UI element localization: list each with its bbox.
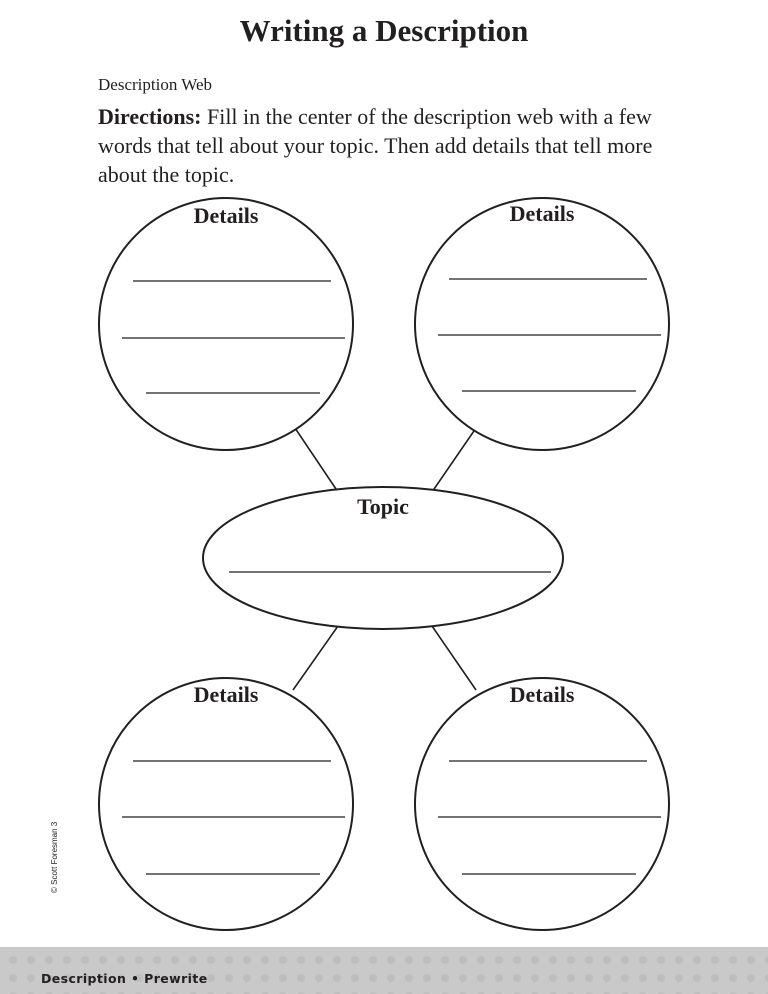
details-label: Details <box>193 203 259 228</box>
page-subtitle: Description Web <box>98 75 212 94</box>
topic-label: Topic <box>357 494 409 519</box>
copyright-notice: © Scott Foresman 3 <box>50 821 59 893</box>
connector-bottom-right <box>432 626 476 690</box>
details-label: Details <box>509 201 575 226</box>
details-circle-top-left <box>99 198 353 450</box>
details-circle-bottom-right <box>415 678 669 930</box>
details-label: Details <box>193 682 259 707</box>
connector-top-left <box>295 428 338 492</box>
details-circle-top-right <box>415 198 669 450</box>
page-title: Writing a Description <box>239 13 529 48</box>
directions-text: Fill in the center of the description web with a few words that tell about your topic. Then add details that tell more about the topic. <box>98 104 653 187</box>
directions-label: Directions: <box>98 104 202 129</box>
connector-top-right <box>432 428 476 492</box>
details-circle-bottom-left <box>99 678 353 930</box>
footer-text: Description • Prewrite <box>41 971 208 986</box>
details-label: Details <box>509 682 575 707</box>
connector-bottom-left <box>293 626 338 690</box>
